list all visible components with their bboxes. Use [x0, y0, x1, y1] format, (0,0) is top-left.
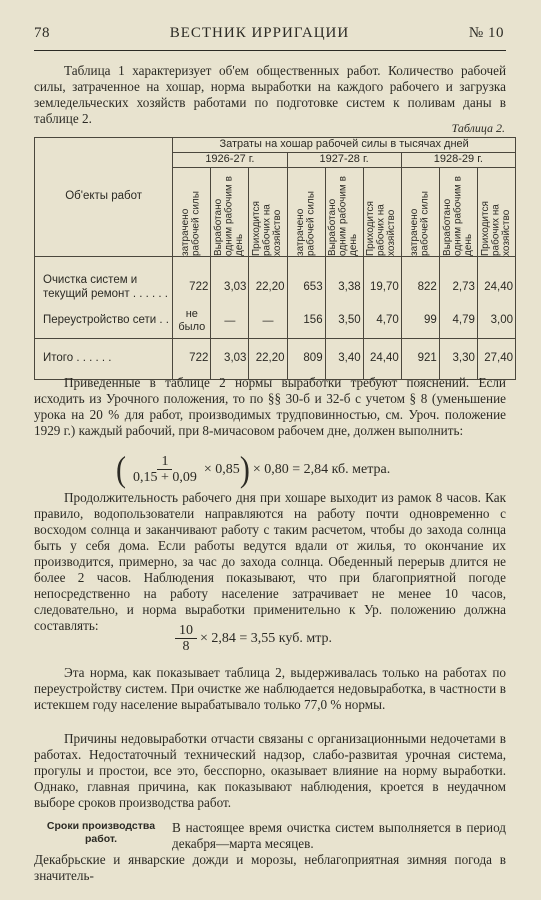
table-cell: не было	[173, 305, 211, 339]
table-cell: 653	[287, 271, 325, 305]
table-cell: 722	[173, 339, 211, 380]
table-cell: 22,20	[249, 271, 287, 305]
table-cell: 22,20	[249, 339, 287, 380]
table-cell: 722	[173, 271, 211, 305]
column-header: Выработано одним рабочим в день	[325, 168, 363, 257]
table-cell: 809	[287, 339, 325, 380]
formula-result: × 0,80 = 2,84 кб. метра.	[252, 461, 391, 477]
table-cell: 99	[401, 305, 439, 339]
issue-number: № 10	[468, 25, 504, 41]
table-total-row	[35, 339, 516, 380]
table-cell: 3,03	[211, 271, 249, 305]
table-cell: 24,40	[477, 271, 515, 305]
paragraph-timing-rest: Декабрьские и январские дожди и морозы, неблагоприятная зимняя погода в значитель-	[34, 852, 506, 883]
page-number: 78	[34, 25, 50, 41]
row-label: Переустройство сети . .	[35, 305, 173, 339]
year-header: 1928-29 г.	[401, 153, 515, 168]
header-rule	[34, 50, 506, 51]
table-cell: —	[211, 305, 249, 339]
intro-paragraph: Таблица 1 характеризует об'ем общественных работ. Количество рабочей силы, затраченное на хошар, норма выработки на каждого рабочего и загрузка земледельческих хозяйств работами по подготовке систем к поливам даны в таблице 2.	[34, 63, 506, 126]
table-cell: 4,70	[363, 305, 401, 339]
table-cell: —	[249, 305, 287, 339]
table-cell: 19,70	[363, 271, 401, 305]
side-heading: Сроки производства работ.	[46, 820, 156, 846]
formula-numerator: 10	[175, 623, 197, 639]
paragraph-causes: Причины недовыработки отчасти связаны с организационными недочетами в работах. Недостаточный технический надзор, слабо-развитая урочная система, прогулы и простои, все это, бесспорно, оказывает влияние на норму выработки. Однако, главная причина, как показывают наблюдения, кроется в неудачном выборе сроков производства работ.	[34, 731, 506, 810]
column-header: затрачено рабочей силы	[401, 168, 439, 257]
main-header: Затраты на хошар рабочей силы в тысячах дней	[173, 138, 516, 153]
table-row	[35, 271, 516, 305]
year-header: 1926-27 г.	[173, 153, 287, 168]
formula-denominator: 8	[182, 639, 190, 655]
paragraph-timing-first: В настоящее время очистка систем выполняется в период декабря—марта месяцев.	[172, 820, 506, 851]
table-cell: 3,30	[439, 339, 477, 380]
column-header: Выработано одним рабочим в день	[211, 168, 249, 257]
column-header: Приходится рабочих на хозяйство	[477, 168, 515, 257]
table-cell: 921	[401, 339, 439, 380]
formula-result: × 2,84 = 3,55 куб. мтр.	[200, 630, 332, 646]
table-cell: 3,03	[211, 339, 249, 380]
objects-header: Об'екты работ	[35, 138, 173, 257]
paragraph-workday: Продолжительность рабочего дня при хошаре выходит из рамок 8 часов. Как правило, водопользователи направляются на работу почти одновременно с восходом солнца и заканчивают работу с таким расчетом, чтобы до захода солнца быть у себя дома. Если работы ведутся вдали от жилья, то окончание их производится, примерно, за час до захода солнца. Обеденный перерыв длится не более 2 часов. Наблюдения показывают, что при благоприятной погоде непосредственно на работу население затрачивает не менее 10 часов, следовательно, и норма выработки применительно к Ур. положению должна составлять:	[34, 490, 506, 633]
formula-denominator: 0,15 + 0,09	[133, 470, 197, 486]
column-header: Приходится рабочих на хозяйство	[363, 168, 401, 257]
column-header: Выработано одним рабочим в день	[439, 168, 477, 257]
table-cell: 4,79	[439, 305, 477, 339]
table-cell: 3,00	[477, 305, 515, 339]
paragraph-underperformance: Эта норма, как показывает таблица 2, выдерживалась только на работах по переустройству систем. При очистке же наблюдается недовыработка, в частности в истекшем году население вырабатывало только 77,0 % нормы.	[34, 665, 506, 712]
table-cell: 3,38	[325, 271, 363, 305]
table-cell: 24,40	[363, 339, 401, 380]
labor-table	[34, 137, 516, 380]
column-header: затрачено рабочей силы	[287, 168, 325, 257]
paragraph-norms: Приведенные в таблице 2 нормы выработки требуют пояснений. Если исходить из Урочного положения, то по §§ 30-б и 32-б с учетом § 8 (уменьшение урока на 20 % для работ, производимых трудповинностью, см. Уроч. положение 1929 г.) каждый рабочий, при 8-мичасовом рабочем дне, должен выполнить:	[34, 375, 506, 438]
table-cell: 27,40	[477, 339, 515, 380]
page-header	[34, 24, 504, 44]
table-cell: 2,73	[439, 271, 477, 305]
table-cell: 822	[401, 271, 439, 305]
table-cell: 3,40	[325, 339, 363, 380]
formula-inner: × 0,85	[203, 461, 240, 477]
table-row	[35, 305, 516, 339]
table-label: Таблица 2.	[451, 121, 505, 135]
row-label: Очистка систем и текущий ремонт . . . . . .	[35, 271, 173, 305]
year-header: 1927-28 г.	[287, 153, 401, 168]
table-cell: 156	[287, 305, 325, 339]
journal-title: ВЕСТНИК ИРРИГАЦИИ	[169, 25, 350, 41]
formula-numerator: 1	[157, 454, 172, 470]
column-header: затрачено рабочей силы	[173, 168, 211, 257]
table-cell: 3,50	[325, 305, 363, 339]
column-header: Приходится рабочих на хозяйство	[249, 168, 287, 257]
formula-norm: ( $\frac{1}{0,15 + 0,09}$ × 0,85 ) × 0,80 = 2,84 кб. метра.	[116, 449, 391, 490]
formula-adjusted-norm	[172, 623, 332, 655]
row-label: Итого . . . . . .	[35, 339, 173, 380]
